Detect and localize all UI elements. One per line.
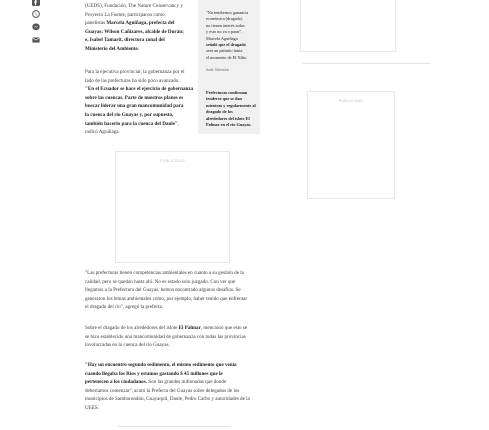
text-bold: buscar liderar una gran mancomunidad para <box>85 103 184 110</box>
ad-label: PUBLICIDAD <box>338 99 364 103</box>
text-line: el dragado del río", agregó la prefecta. <box>85 304 164 311</box>
divider <box>303 63 431 64</box>
ad-frame-top-right[interactable] <box>300 0 396 52</box>
text-line: Sobre el dragado de los alrededores del islote <box>85 325 179 331</box>
text-line: involucradas en la cuenca del río Guayas. <box>85 342 170 349</box>
text-bold: "Hay un encuentro segundo sedimento, el mismo sedimento que venía <box>85 362 237 368</box>
text-bold: Guayas; Wilson Cañizares, alcalde de Durán; <box>85 28 184 35</box>
text-line: , <box>177 120 180 127</box>
quote-line: "No tendremos ganancia <box>206 10 249 15</box>
caption-line: alrededores del islote El <box>206 115 250 121</box>
text-bold: El Palmar <box>178 325 201 331</box>
text-bold: "En el Ecuador se hace el ejercicio de gobernanza <box>85 86 194 93</box>
text-line: (UEDS), Fundación, The Nature Conservancy y <box>85 3 183 9</box>
image-caption <box>206 90 258 128</box>
text-line: deberíamos comenzar", acotó la Prefecta del Guayas sobre delegados de los <box>85 387 240 394</box>
quote-line: y esto no va a parar". <box>206 29 243 35</box>
text-line: Son las grandes millonadas que donde <box>146 379 227 386</box>
quote-source: Keiti Silvestre <box>206 68 230 72</box>
text-bold: e, Isabel Tamarit, directora zonal del <box>85 37 165 44</box>
messenger-icon[interactable] <box>31 22 40 31</box>
quote-text <box>206 10 258 61</box>
text-bold: sobre las cuencas. Parte de nuestros planes es <box>85 94 184 101</box>
text-line: "Las prefecturas tienen competencias ambientales en cuanto a su gestión de la <box>85 270 244 276</box>
divider <box>118 426 230 427</box>
quote-line: económica (dragado) <box>206 16 243 22</box>
text-bold: pertenecen a los ciudadanos. <box>85 379 147 386</box>
text-bold: también hacerlo para la cuenca del Daule" <box>85 120 178 127</box>
caption-line: dragado de los <box>206 109 233 115</box>
quote-line: el momento de El Niño. <box>206 54 248 60</box>
text-line: generaron los temas ambientales como, por ejemplo, haber tenido que enfrentar <box>85 295 248 302</box>
caption-line: Prefecturas confirman <box>206 90 248 95</box>
article-paragraph-4 <box>85 324 263 350</box>
text-line: Para la ejecutiva provincial, la gobernanza por el <box>85 69 185 75</box>
quote-line: Marcela Aguiñaga <box>206 35 238 41</box>
article-paragraph-3 <box>85 269 263 312</box>
text-line: , mencionó que esto se <box>200 325 248 331</box>
text-line: panelistas <box>85 20 107 27</box>
text-bold: Marcela Aguiñaga, prefecta del <box>106 20 175 27</box>
text-line: se hizo establecido una mancomunidad de gobernanza con todas las provincias <box>85 333 246 340</box>
facebook-icon[interactable] <box>31 0 40 6</box>
whatsapp-icon[interactable] <box>31 9 40 18</box>
ad-label: PUBLICIDAD <box>160 159 185 163</box>
quote-line: será un palmito hasta <box>206 48 243 54</box>
text-line: indicó Aguiñaga. <box>85 129 120 136</box>
caption-line: mientras y regularmente al <box>206 102 256 108</box>
quote-line: no tienen interés todas <box>206 22 245 28</box>
text-line: calidad, pero se quedan hasta ahí. No es estado solo juzgado. Con ver que <box>85 278 236 285</box>
text-line: UEES. <box>85 404 100 411</box>
text-bold: cuando llegaba los Ríos y estamos gastando $ 45 millones que le <box>85 370 223 377</box>
email-icon[interactable] <box>31 35 40 44</box>
article-paragraph-5 <box>85 361 263 413</box>
ad-frame-sidebar[interactable] <box>307 91 395 199</box>
text-line: llegamos a la Prefectura del Guayas, hemos encontrado algunos desafíos. Se <box>85 287 241 294</box>
caption-line: tenderse que se dan <box>206 96 242 102</box>
ad-frame-article[interactable] <box>115 151 230 263</box>
text-line: municipios de Samborondón, Guayaquil, Daule, Pedro Carbo y autoridades de la <box>85 396 250 403</box>
text-line: Proyecto La Fuente, participaron como <box>85 11 165 18</box>
text-bold: la cuenca del río Guayas y, por supuesto, <box>85 111 174 118</box>
quote-bold: señaló que el dragado <box>206 42 246 48</box>
text-line: lado de las prefecturas ha sido poco avanzado. <box>85 77 180 84</box>
caption-line: Palmar en el río Guayas. <box>206 122 252 128</box>
text-bold: Ministerio del Ambiente. <box>85 45 139 52</box>
